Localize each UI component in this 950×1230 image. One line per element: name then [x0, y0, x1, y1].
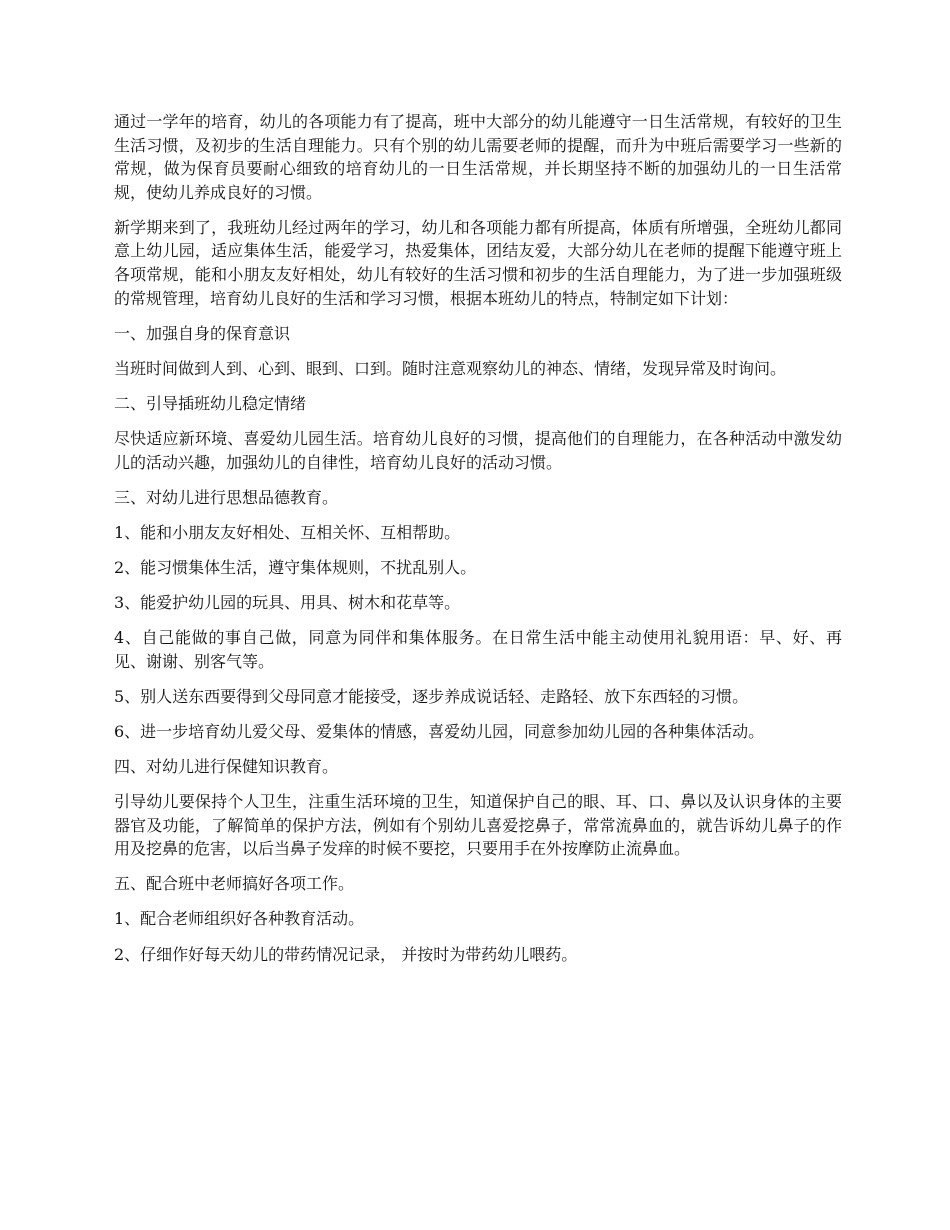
section-3-item-4: 4、自己能做的事自己做，同意为同伴和集体服务。在日常生活中能主动使用礼貌用语：早、好、再见、谢谢、别客气等。 [114, 628, 842, 671]
section-5-item-2: 2、仔细作好每天幼儿的带药情况记录， 并按时为带药幼儿喂药。 [114, 944, 578, 964]
intro-paragraph-2: 新学期来到了，我班幼儿经过两年的学习，幼儿和各项能力都有所提高，体质有所增强，全班幼儿都同意上幼儿园，适应集体生活，能爱学习，热爱集体，团结友爱，大部分幼儿在老师的提醒下能遵守班上各项常规，能和小朋友友好相处，幼儿有较好的生活习惯和初步的生活自理能力，为了进一步加强班级的常规管理，培育幼儿良好的生活和学习习惯，根据本班幼儿的特点，特制定如下计划： [114, 217, 842, 308]
section-4-body: 引导幼儿要保持个人卫生，注重生活环境的卫生，知道保护自己的眼、耳、口、鼻以及认识身体的主要器官及功能，了解简单的保护方法，例如有个别幼儿喜爱挖鼻子，常常流鼻血的，就告诉幼儿鼻子的作用及挖鼻的危害，以后当鼻子发痒的时候不要挖，只要用手在外按摩防止流鼻血。 [114, 792, 842, 859]
section-heading-3: 三、对幼儿进行思想品德教育。 [114, 487, 339, 507]
section-2-body: 尽快适应新环境、喜爱幼儿园生活。培育幼儿良好的习惯，提高他们的自理能力，在各种活动中激发幼儿的活动兴趣，加强幼儿的自律性，培育幼儿良好的活动习惯。 [114, 429, 842, 472]
section-heading-5: 五、配合班中老师搞好各项工作。 [114, 874, 355, 894]
section-3-item-5: 5、别人送东西要得到父母同意才能接受，逐步养成说话轻、走路轻、放下东西轻的习惯。 [114, 686, 749, 706]
section-heading-4: 四、对幼儿进行保健知识教育。 [114, 756, 339, 776]
intro-paragraph-1: 通过一学年的培育，幼儿的各项能力有了提高，班中大部分的幼儿能遵守一日生活常规，有较好的卫生生活习惯，及初步的生活自理能力。只有个别的幼儿需要老师的提醒，而升为中班后需要学习一些新的常规，做为保育员要耐心细致的培育幼儿的一日生活常规，并长期坚持不断的加强幼儿的一日生活常规，使幼儿养成良好的习惯。 [114, 112, 842, 202]
section-3-item-1: 1、能和小朋友友好相处、互相关怀、互相帮助。 [114, 522, 461, 542]
section-3-item-6: 6、进一步培育幼儿爱父母、爱集体的情感，喜爱幼儿园，同意参加幼儿园的各种集体活动。 [114, 721, 765, 741]
section-5-item-1: 1、配合老师组织好各种教育活动。 [114, 909, 365, 929]
section-3-item-2: 2、能习惯集体生活，遵守集体规则，不扰乱别人。 [114, 557, 477, 577]
section-heading-1: 一、加强自身的保育意识 [114, 323, 291, 343]
section-3-item-3: 3、能爱护幼儿园的玩具、用具、树木和花草等。 [114, 593, 461, 612]
section-1-body: 当班时间做到人到、心到、眼到、口到。随时注意观察幼儿的神态、情绪，发现异常及时询问。 [114, 358, 787, 378]
section-heading-2: 二、引导插班幼儿稳定情绪 [114, 393, 307, 413]
document-body [114, 110, 842, 966]
